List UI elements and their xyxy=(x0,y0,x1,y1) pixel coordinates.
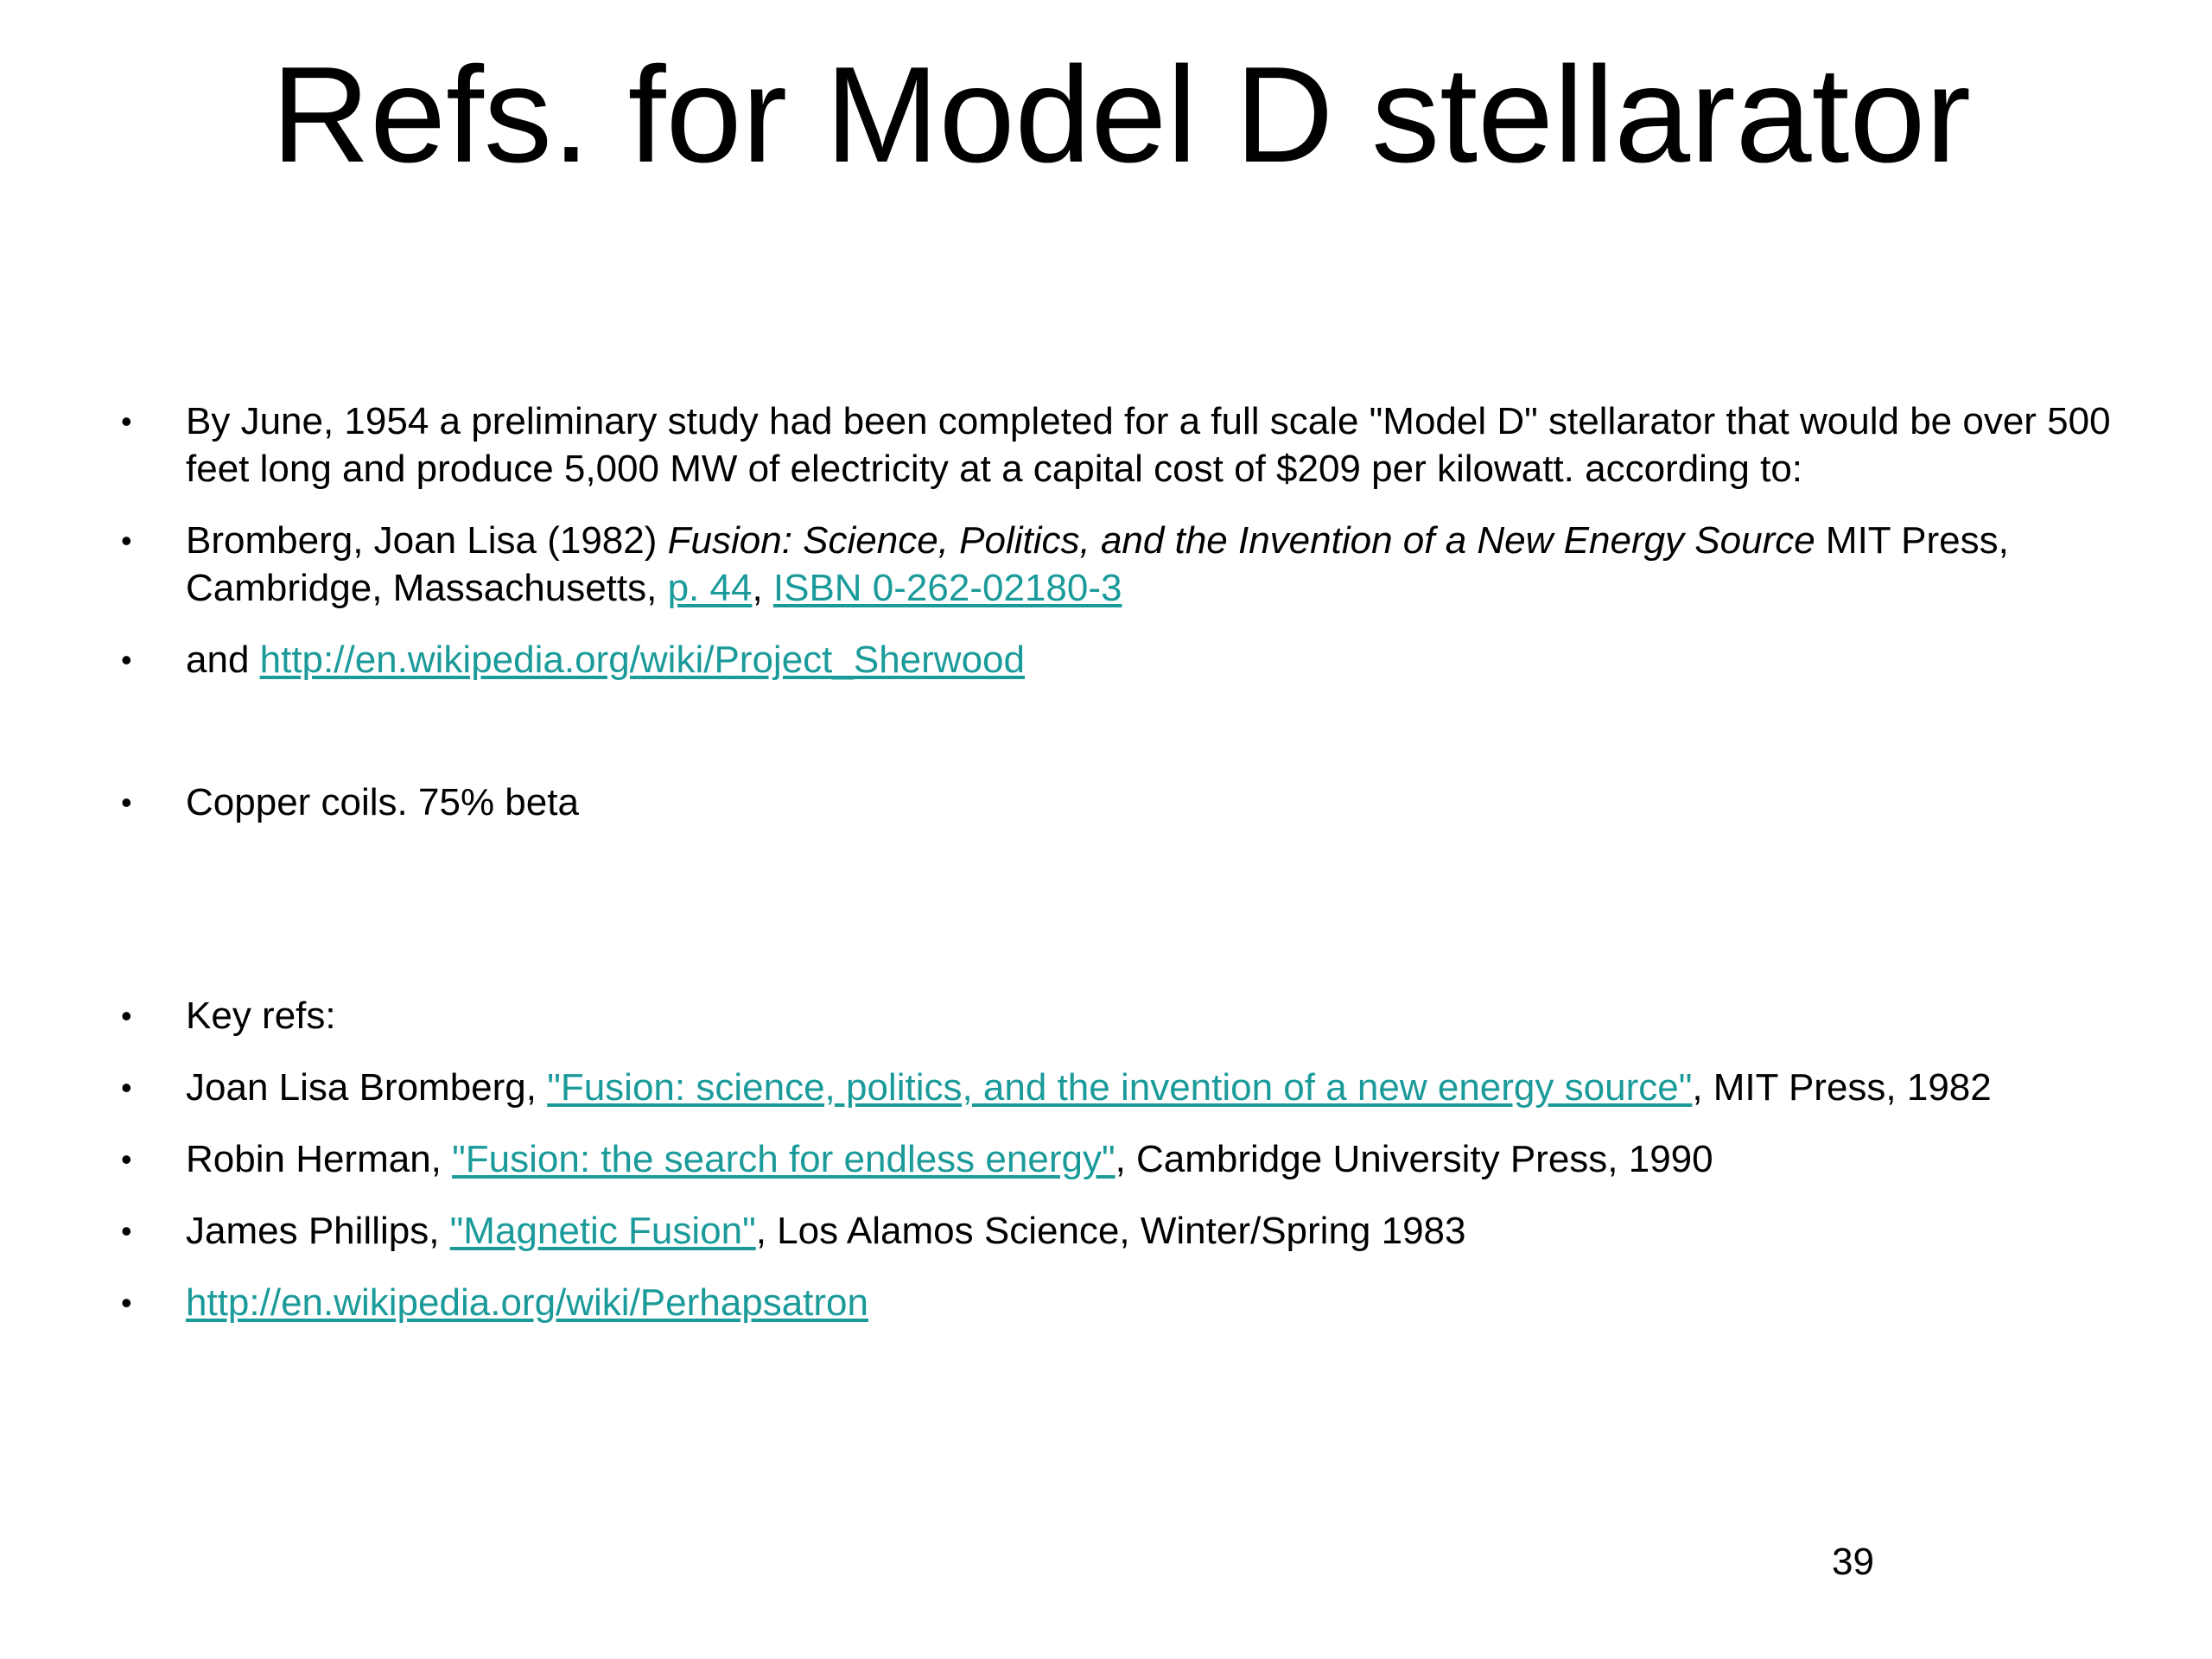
slide-title: Refs. for Model D stellarator xyxy=(271,39,1971,191)
citation-publisher: MIT Press, Cambridge, Massachusetts, xyxy=(186,519,2009,609)
phillips-article-link[interactable]: "Magnetic Fusion" xyxy=(449,1210,756,1252)
bullet-project-sherwood xyxy=(121,636,2126,683)
bullet-ref-herman xyxy=(121,1135,2126,1183)
bullet-list xyxy=(121,397,2126,1351)
page-number: 39 xyxy=(1832,1541,1874,1583)
bullet-bromberg-citation xyxy=(121,517,2126,612)
project-sherwood-link[interactable]: http://en.wikipedia.org/wiki/Project_Sherwood xyxy=(259,639,1025,681)
bullet-dot: • xyxy=(121,642,132,677)
perhapsatron-link[interactable]: http://en.wikipedia.org/wiki/Perhapsatron xyxy=(186,1281,868,1324)
ref-suffix: , MIT Press, 1982 xyxy=(1692,1066,1992,1109)
citation-book-title: Fusion: Science, Politics, and the Invention of a New Energy Source xyxy=(667,519,1815,562)
citation-author: Bromberg, Joan Lisa (1982) xyxy=(186,519,668,562)
citation-separator: , xyxy=(752,567,773,609)
ref-author: James Phillips, xyxy=(186,1210,450,1252)
bullet-key-refs xyxy=(121,992,2126,1039)
bullet-dot: • xyxy=(121,998,132,1033)
bullet-ref-phillips xyxy=(121,1207,2126,1255)
bromberg-book-link[interactable]: "Fusion: science, politics, and the invention of a new energy source" xyxy=(547,1066,1693,1109)
bullet-ref-perhapsatron xyxy=(121,1279,2126,1326)
bullet-dot: • xyxy=(121,1070,132,1105)
bullet-model-d-study xyxy=(121,397,2126,493)
bullet-text: Key refs: xyxy=(186,995,336,1037)
bullet-copper-coils xyxy=(121,779,2126,826)
page-44-link[interactable]: p. 44 xyxy=(667,567,753,609)
ref-author: Robin Herman, xyxy=(186,1138,453,1180)
ref-suffix: , Los Alamos Science, Winter/Spring 1983 xyxy=(755,1210,1466,1252)
bullet-dot: • xyxy=(121,404,132,439)
bullet-dot: • xyxy=(121,1213,132,1249)
bullet-dot: • xyxy=(121,785,132,820)
bullet-dot: • xyxy=(121,1141,132,1177)
bullet-text: By June, 1954 a preliminary study had been completed for a full scale "Model D" stellarator that would be over 500 feet long and produce 5,000 MW of electricity at a capital cost of $209 per kilowatt. according to: xyxy=(186,400,2111,490)
bullet-dot: • xyxy=(121,523,132,558)
bullet-ref-bromberg xyxy=(121,1064,2126,1111)
ref-author: Joan Lisa Bromberg, xyxy=(186,1066,548,1109)
herman-book-link[interactable]: "Fusion: the search for endless energy" xyxy=(452,1138,1116,1180)
bullet-text: Copper coils. 75% beta xyxy=(186,781,579,823)
bullet-prefix: and xyxy=(186,639,260,681)
isbn-link[interactable]: ISBN 0-262-02180-3 xyxy=(772,567,1122,609)
bullet-dot: • xyxy=(121,1285,132,1320)
ref-suffix: , Cambridge University Press, 1990 xyxy=(1115,1138,1713,1180)
